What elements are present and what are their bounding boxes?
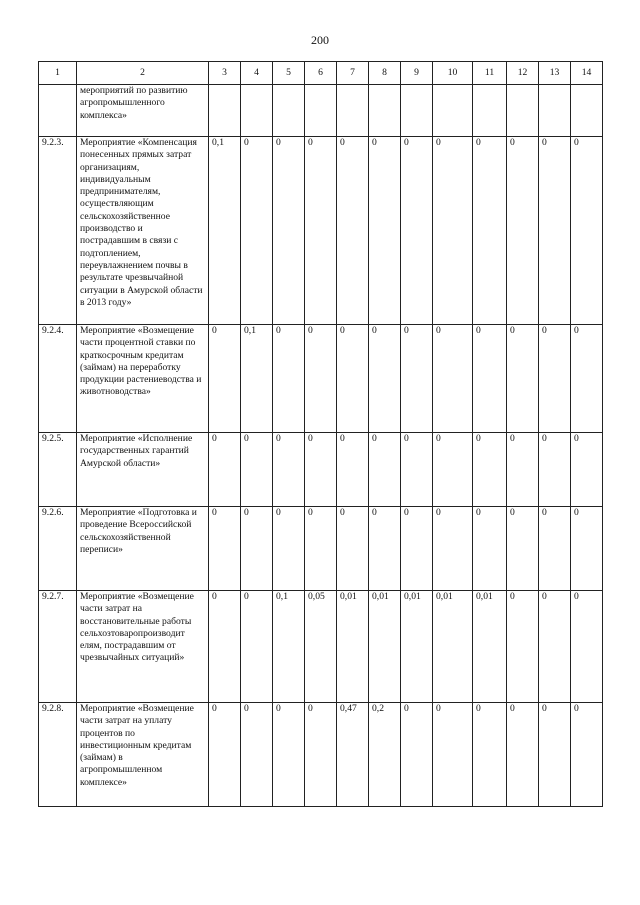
value-cell: 0 [337, 137, 369, 325]
item-number: 9.2.4. [39, 325, 77, 433]
value-cell: 0 [571, 325, 603, 433]
value-cell: 0 [401, 137, 433, 325]
item-description: Мероприятие «Возмещение части процентной ставки по краткосрочным кредитам (займам) на переработку продукции растениеводства и животноводства» [77, 325, 209, 433]
column-header: 2 [77, 62, 209, 85]
value-cell: 0,01 [401, 591, 433, 703]
value-cell: 0 [337, 433, 369, 507]
value-cell: 0 [369, 507, 401, 591]
value-cell: 0 [571, 591, 603, 703]
value-cell: 0 [369, 325, 401, 433]
value-cell: 0,2 [369, 703, 401, 807]
value-cell: 0 [305, 703, 337, 807]
value-cell [507, 85, 539, 137]
value-cell: 0 [571, 507, 603, 591]
value-cell: 0 [337, 507, 369, 591]
column-header: 3 [209, 62, 241, 85]
value-cell: 0 [241, 433, 273, 507]
item-description: Мероприятие «Возмещение части затрат на уплату процентов по инвестиционным кредитам (займам) в агропромышленном комплексе» [77, 703, 209, 807]
value-cell: 0 [433, 433, 473, 507]
value-cell: 0 [433, 703, 473, 807]
value-cell: 0 [305, 507, 337, 591]
table-row [39, 591, 603, 703]
value-cell: 0 [273, 137, 305, 325]
value-cell: 0 [401, 433, 433, 507]
value-cell: 0 [507, 703, 539, 807]
value-cell: 0 [433, 507, 473, 591]
table-row [39, 137, 603, 325]
value-cell: 0 [337, 325, 369, 433]
value-cell [305, 85, 337, 137]
column-header: 11 [473, 62, 507, 85]
value-cell: 0 [433, 137, 473, 325]
value-cell: 0 [273, 433, 305, 507]
value-cell [337, 85, 369, 137]
column-header: 7 [337, 62, 369, 85]
value-cell: 0 [539, 591, 571, 703]
value-cell: 0 [571, 703, 603, 807]
value-cell: 0 [473, 137, 507, 325]
value-cell: 0,01 [337, 591, 369, 703]
value-cell [273, 85, 305, 137]
table-row [39, 433, 603, 507]
value-cell [209, 85, 241, 137]
item-number: 9.2.6. [39, 507, 77, 591]
table-row [39, 507, 603, 591]
value-cell: 0 [473, 703, 507, 807]
value-cell [539, 85, 571, 137]
value-cell: 0 [369, 433, 401, 507]
value-cell: 0 [241, 703, 273, 807]
column-header: 14 [571, 62, 603, 85]
value-cell: 0 [209, 325, 241, 433]
value-cell: 0,01 [433, 591, 473, 703]
column-header: 12 [507, 62, 539, 85]
page-number: 200 [311, 33, 329, 47]
value-cell: 0 [473, 325, 507, 433]
value-cell: 0 [539, 703, 571, 807]
value-cell: 0 [305, 325, 337, 433]
item-number [39, 85, 77, 137]
value-cell: 0 [401, 507, 433, 591]
value-cell: 0 [401, 325, 433, 433]
value-cell: 0,01 [473, 591, 507, 703]
value-cell: 0 [241, 507, 273, 591]
value-cell [433, 85, 473, 137]
column-header: 8 [369, 62, 401, 85]
value-cell: 0 [539, 137, 571, 325]
column-header: 5 [273, 62, 305, 85]
value-cell: 0 [473, 507, 507, 591]
column-header: 6 [305, 62, 337, 85]
table-row [39, 325, 603, 433]
value-cell: 0,47 [337, 703, 369, 807]
value-cell: 0 [273, 325, 305, 433]
value-cell: 0 [209, 433, 241, 507]
column-number-row [39, 62, 603, 85]
value-cell: 0,05 [305, 591, 337, 703]
column-header: 13 [539, 62, 571, 85]
value-cell: 0 [571, 433, 603, 507]
value-cell: 0 [241, 591, 273, 703]
value-cell [241, 85, 273, 137]
column-header: 4 [241, 62, 273, 85]
column-header: 10 [433, 62, 473, 85]
table-row [39, 703, 603, 807]
value-cell: 0 [571, 137, 603, 325]
item-description: Мероприятие «Возмещение части затрат на восстановительные работы сельхозтоваропроизводит елям, пострадавшим от чрезвычайных ситуаций» [77, 591, 209, 703]
value-cell: 0 [507, 433, 539, 507]
item-description: Мероприятие «Компенсация понесенных прямых затрат организациям, индивидуальным предпринимателям, осуществляющим сельскохозяйственное производство и пострадавшим в связи с подтоплением, переувлажнением почвы в результате чрезвычайной ситуации в Амурской области в 2013 году» [77, 137, 209, 325]
value-cell: 0 [507, 325, 539, 433]
column-header: 9 [401, 62, 433, 85]
item-description: Мероприятие «Подготовка и проведение Всероссийской сельскохозяйственной переписи» [77, 507, 209, 591]
value-cell: 0 [539, 433, 571, 507]
item-number: 9.2.5. [39, 433, 77, 507]
value-cell [369, 85, 401, 137]
value-cell: 0 [369, 137, 401, 325]
value-cell: 0 [273, 703, 305, 807]
item-description: Мероприятие «Исполнение государственных гарантий Амурской области» [77, 433, 209, 507]
value-cell: 0 [209, 591, 241, 703]
value-cell: 0 [539, 507, 571, 591]
value-cell [401, 85, 433, 137]
item-number: 9.2.7. [39, 591, 77, 703]
column-header: 1 [39, 62, 77, 85]
program-table [38, 61, 603, 807]
value-cell: 0,1 [273, 591, 305, 703]
value-cell: 0 [539, 325, 571, 433]
value-cell [473, 85, 507, 137]
value-cell: 0,01 [369, 591, 401, 703]
item-number: 9.2.8. [39, 703, 77, 807]
value-cell [571, 85, 603, 137]
value-cell: 0 [305, 137, 337, 325]
value-cell: 0 [507, 507, 539, 591]
value-cell: 0,1 [209, 137, 241, 325]
value-cell: 0,1 [241, 325, 273, 433]
value-cell: 0 [209, 703, 241, 807]
value-cell: 0 [507, 591, 539, 703]
value-cell: 0 [305, 433, 337, 507]
table-row [39, 85, 603, 137]
value-cell: 0 [473, 433, 507, 507]
value-cell: 0 [507, 137, 539, 325]
value-cell: 0 [241, 137, 273, 325]
value-cell: 0 [209, 507, 241, 591]
value-cell: 0 [273, 507, 305, 591]
item-description: мероприятий по развитию агропромышленного комплекса» [77, 85, 209, 137]
item-number: 9.2.3. [39, 137, 77, 325]
value-cell: 0 [433, 325, 473, 433]
value-cell: 0 [401, 703, 433, 807]
